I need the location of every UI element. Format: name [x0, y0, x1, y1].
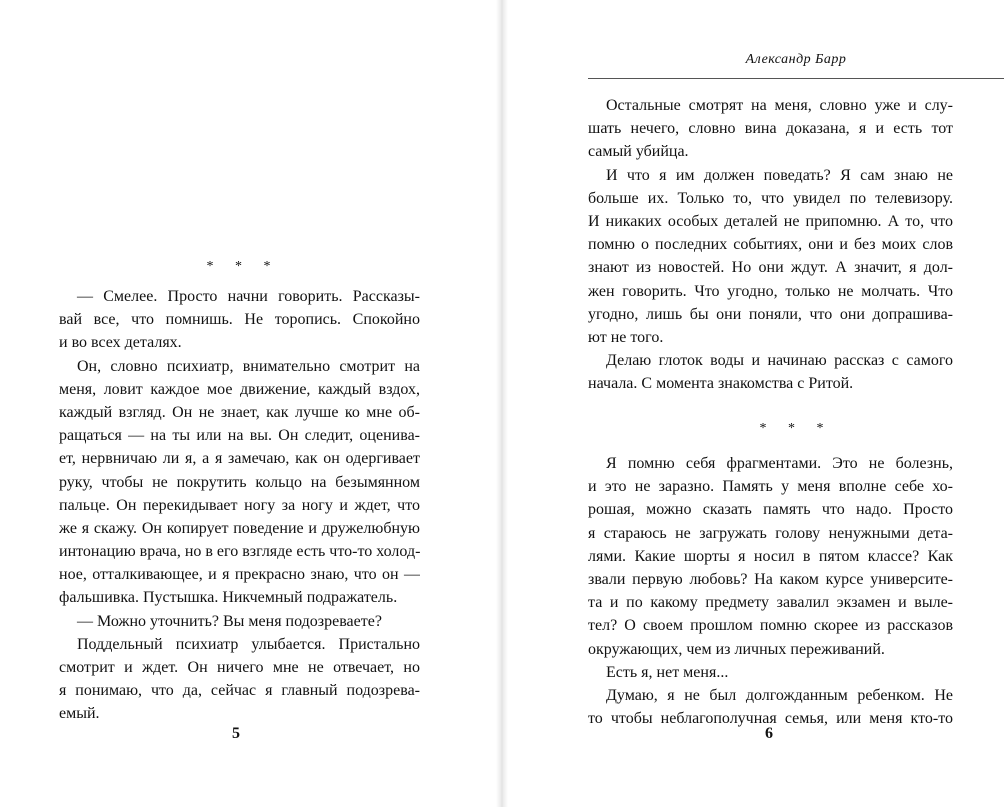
page-number: 6 [765, 725, 773, 742]
text-line: я понимаю, что да, сейчас я главный подозрева- [59, 682, 420, 700]
text-line: начала. С момента знакомства с Ритой. [588, 375, 854, 393]
text-line: же я скажу. Он копирует поведение и дружелюбную [59, 519, 420, 537]
section-separator: * * * [206, 259, 280, 274]
text-line: — Можно уточнить? Вы меня подозреваете? [77, 612, 382, 630]
text-line: Поддельный психиатр улыбается. Пристально [77, 635, 420, 653]
text-line: ращаться — на ты или на вы. Он следит, оценива- [59, 427, 420, 445]
text-line: лями. Какие шорты я носил в пятом классе? Как [588, 547, 953, 565]
text-line: фальшивка. Пустышка. Никчемный подражатель. [59, 589, 398, 607]
text-line: та и по какому предмету завалил экзамен и вылe- [588, 594, 953, 612]
book-gutter [496, 0, 508, 807]
text-line: Делаю глоток воды и начинаю рассказ с самого [606, 352, 953, 370]
text-line: рошая, можно сказать память что надо. Просто [588, 501, 953, 519]
text-line: окружающих, чем из личных переживаний. [588, 640, 885, 658]
text-line: вай все, что помнишь. Не торопись. Спокойно [59, 311, 420, 329]
right-page-text-bottom [588, 452, 953, 730]
text-line: — Смелее. Просто начни говорить. Рассказы- [77, 288, 420, 305]
text-line: тел? О своем прошлом помню скорее из рассказов [588, 617, 953, 635]
text-line: помню о последних событиях, они и без моих слов [588, 236, 953, 254]
text-line: Я помню себя фрагментами. Это не болезнь, [606, 455, 953, 472]
text-line: Остальные смотрят на меня, словно уже и слу- [606, 97, 953, 114]
page-number: 5 [232, 725, 240, 742]
left-page [0, 0, 502, 807]
text-line: ют не того. [588, 328, 664, 346]
text-line: И что я им должен поведать? Я сам знаю не [606, 166, 953, 184]
text-line: жен говорить. Что угодно, только не молчать. Что [588, 282, 953, 300]
section-separator: * * * [759, 421, 833, 436]
text-line: и это не заразно. Память у меня вполне себе хо- [588, 478, 953, 496]
text-line: ное, отталкивающее, и я прекрасно знаю, что он — [59, 566, 420, 584]
text-line: угодно, лишь бы они поняли, что они допрашива- [588, 305, 953, 323]
right-page-text-top [588, 94, 953, 395]
left-page-text [59, 285, 420, 726]
text-line: Есть я, нет меня... [606, 663, 729, 681]
text-line: то чтобы неблагополучная семья, или меня кто-то [588, 710, 953, 728]
text-line: емый. [59, 705, 100, 723]
running-header-author: Александр Барр [745, 52, 847, 67]
text-line: знают из новостей. Но они ждут. А значит, я дол- [588, 259, 953, 277]
text-line: самый убийца. [588, 143, 689, 161]
text-line: пальце. Он перекидывает ногу за ногу и ждет, что [59, 496, 420, 514]
text-line: я стараюсь не загружать голову ненужными дета- [588, 524, 953, 542]
text-line: руку, чтобы не покрутить кольцо на безымянном [59, 473, 420, 491]
text-line: и во всех деталях. [59, 334, 182, 352]
header-divider [588, 78, 1004, 79]
text-line: смотрит и ждет. Он ничего мне не отвечает, но [59, 659, 420, 676]
text-line: меня, ловит каждое мое движение, каждый вздох, [59, 380, 420, 398]
text-line: больше их. Только то, что увидел по телевизору. [588, 189, 953, 207]
text-line: Он, словно психиатр, внимательно смотрит на [77, 357, 420, 375]
right-page [502, 0, 1005, 807]
text-line: звали первую любовь? На каком курсе университе- [588, 570, 953, 588]
text-line: шать нечего, словно вина доказана, я и есть тот [588, 120, 953, 138]
text-line: ет, нервничаю ли я, а я замечаю, как он одергивает [59, 450, 420, 468]
text-line: интонацию врача, но в его взгляде есть что-то холод- [59, 543, 420, 561]
text-line: каждый взгляд. Он не знает, как лучше ко мне об- [59, 403, 420, 421]
text-line: Думаю, я не был долгожданным ребенком. Не [606, 686, 953, 704]
text-line: И никаких особых деталей не припомню. А то, что [588, 212, 953, 230]
